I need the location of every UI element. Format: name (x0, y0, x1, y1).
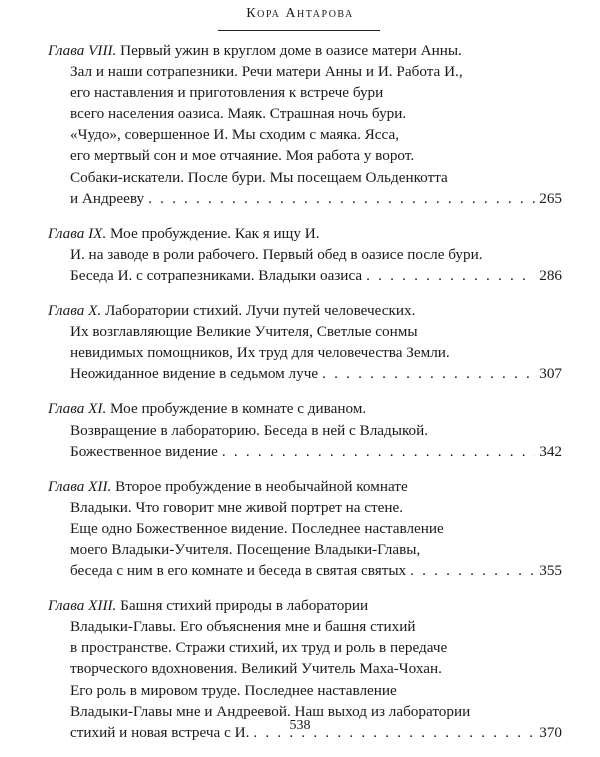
toc-entry-line: всего населения оазиса. Маяк. Страшная ночь бури. (70, 105, 407, 123)
running-header: Кора Антарова (246, 6, 354, 21)
toc-entry-last-line (48, 363, 562, 384)
toc-page-number: 370 (539, 723, 562, 741)
chapter-summary-end: Беседа И. с сотрапезниками. Владыки оазиса (70, 266, 363, 284)
chapter-summary-end: стихий и новая встреча с И. (70, 723, 250, 741)
header-rule (218, 30, 380, 31)
chapter-summary-start: Мое пробуждение. Как я ищу И. (106, 224, 320, 242)
dot-leader (410, 560, 535, 581)
toc-page-number: 355 (539, 562, 562, 580)
toc-entry-line: Владыки-Главы. Его объяснения мне и башня стихий (70, 618, 416, 636)
toc-entry-line: его наставления и приготовления к встрече бури (70, 84, 384, 102)
toc-entry-line: Зал и наши сотрапезники. Речи матери Анны и И. Работа И., (70, 63, 463, 81)
chapter-summary-start: Башня стихий природы в лаборатории (116, 597, 369, 615)
toc-entry-line: Собаки-искатели. После бури. Мы посещаем Ольденкотта (70, 168, 448, 186)
dot-leader (322, 363, 535, 384)
toc-page-number: 265 (539, 189, 562, 207)
toc-entry (48, 398, 562, 461)
toc-entry-line: Возвращение в лабораторию. Беседа в ней с Владыкой. (70, 421, 429, 439)
toc-entry-line: И. на заводе в роли рабочего. Первый обед в оазисе после бури. (70, 245, 483, 263)
toc-entry-line: его мертвый сон и мое отчаяние. Моя работа у ворот. (70, 147, 415, 165)
page-number: 538 (289, 718, 311, 733)
chapter-label: Глава VIII. (48, 42, 117, 59)
toc-entry-first-line (48, 398, 562, 419)
toc-entry-line: невидимых помощников, Их труд для человечества Земли. (70, 344, 450, 362)
chapter-summary-end: Божественное видение (70, 442, 218, 460)
toc-entry (48, 476, 562, 581)
toc-entry-last-line (48, 441, 562, 462)
chapter-summary-start: Мое пробуждение в комнате с диваном. (106, 400, 367, 418)
chapter-summary-end: беседа с ним в его комнате и беседа в святая святых (70, 562, 407, 580)
chapter-label: Глава XII. (48, 477, 112, 495)
toc-entry-line: Их возглавляющие Великие Учителя, Светлые сонмы (70, 323, 418, 341)
toc-entry-line: в пространстве. Стражи стихий, их труд и роль в передаче (70, 639, 448, 657)
toc-entry-first-line (48, 476, 562, 497)
toc-entry-line: Владыки. Что говорит мне живой портрет на стене. (70, 498, 404, 516)
dot-leader (366, 265, 535, 286)
chapter-summary-start: Первый ужин в круглом доме в оазисе матери Анны. (116, 42, 462, 59)
toc-page-number: 307 (539, 365, 562, 383)
toc-entry-line: творческого вдохновения. Великий Учитель Маха-Чохан. (70, 660, 442, 678)
toc-entry-first-line (48, 595, 562, 616)
toc-entry (48, 223, 562, 286)
toc-entry-first-line (48, 300, 562, 321)
toc-entry-first-line (48, 40, 562, 61)
chapter-label: Глава IX. (48, 224, 107, 242)
toc-entry-line: «Чудо», совершенное И. Мы сходим с маяка. Ясса, (70, 126, 399, 144)
chapter-label: Глава X. (48, 302, 102, 320)
toc-entry-line: Еще одно Божественное видение. Последнее наставление (70, 519, 444, 537)
table-of-contents (48, 40, 562, 757)
dot-leader (222, 441, 535, 462)
chapter-summary-end: Неожиданное видение в седьмом луче (70, 365, 319, 383)
toc-entry-line: Его роль в мировом труде. Последнее наставление (70, 681, 397, 699)
chapter-label: Глава XIII. (48, 597, 117, 615)
chapter-summary-end: и Андрееву (70, 189, 145, 207)
toc-entry-last-line (48, 265, 562, 286)
chapter-label: Глава XI. (48, 400, 107, 418)
toc-entry-last-line (48, 560, 562, 581)
toc-entry-line: моего Владыки-Учителя. Посещение Владыки-Главы, (70, 540, 421, 558)
toc-entry-first-line (48, 223, 562, 244)
chapter-summary-start: Лаборатории стихий. Лучи путей человеческих. (101, 302, 416, 320)
toc-entry (48, 40, 562, 209)
toc-page-number: 342 (539, 442, 562, 460)
dot-leader (148, 188, 535, 209)
chapter-summary-start: Второе пробуждение в необычайной комнате (111, 477, 408, 495)
toc-entry-last-line (48, 188, 562, 209)
toc-page-number: 286 (539, 266, 562, 284)
toc-entry (48, 300, 562, 384)
toc-entry-line: Владыки-Главы мне и Андреевой. Наш выход из лаборатории (70, 702, 471, 720)
